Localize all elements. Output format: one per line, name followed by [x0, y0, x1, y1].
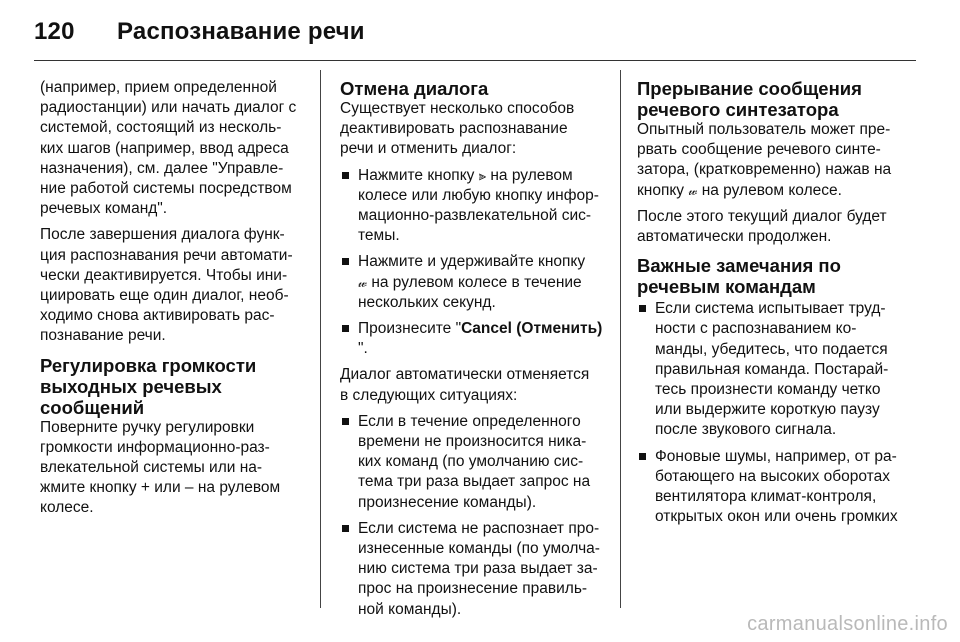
voice-button-icon: 𝓌	[688, 182, 698, 198]
bullet-icon	[342, 418, 349, 425]
column-divider-2	[620, 70, 621, 608]
voice-button-icon: 𝓌	[358, 274, 368, 290]
section-heading-interrupt: Прерывание сообщения речевого синтезатора	[637, 78, 862, 120]
list-item: Если система не распознает про- изнесенные команды (по умолча- нию система три раза выдает за- прос на произнесение правиль- ной команды).	[340, 519, 604, 620]
paragraph: (например, прием определенной радиостанции) или начать диалог с системой, состоящий из несколь- ких шагов (например, ввод адреса назначения), см. далее "Управле- ние работой системы посредством речевых команд".	[40, 79, 297, 218]
paragraph: После завершения диалога функ- ция распознавания речи автомати- чески деактивируется. Чтобы ини- циировать еще один диалог, необ- ходимо снова активировать рас- познавание речи.	[40, 226, 293, 345]
section-heading-volume: Регулировка громкости выходных речевых сообщений	[40, 354, 257, 418]
bullet-icon	[342, 525, 349, 532]
paragraph: После этого текущий диалог будет автоматически продолжен.	[637, 207, 887, 246]
bullet-icon	[639, 305, 646, 312]
paragraph: Поверните ручку регулировки громкости информационно-раз- влекательной системы или на- жмите кнопку + или – на рулевом колесе.	[40, 418, 281, 517]
column-2	[340, 78, 604, 626]
header-rule	[34, 60, 916, 61]
section-heading-cancel: Отмена диалога	[340, 78, 489, 99]
page-title: Распознавание речи	[117, 18, 365, 45]
column-divider-1	[320, 70, 321, 608]
list-item: Если в течение определенного времени не произносится ника- ких команд (по умолчанию сис- тема три раза выдает запрос на произнесение команды).	[340, 412, 604, 513]
page-number: 120	[34, 18, 75, 45]
bullet-icon	[342, 258, 349, 265]
list-item: Нажмите кнопку ⫸ на рулевом колесе или любую кнопку инфор- мационно-развлекательной сис- темы.	[340, 166, 604, 247]
voice-command: Cancel (Отменить)	[461, 320, 603, 338]
bullet-icon	[342, 172, 349, 179]
list-item: Произнесите "Cancel (Отменить) ".	[340, 319, 604, 359]
paragraph: Опытный пользователь может пре- рвать сообщение речевого синте- затора, (кратковременно) нажав на кнопку 𝓌 на рулевом колесе.	[637, 121, 892, 199]
bullet-list	[340, 166, 604, 360]
watermark: carmanualsonline.info	[747, 613, 948, 635]
bullet-list	[340, 412, 604, 620]
column-3	[637, 78, 907, 533]
list-item: Фоновые шумы, например, от ра- ботающего на высоких оборотах вентилятора климат-контроля, открытых окон или очень громких	[637, 447, 907, 528]
bullet-list	[637, 299, 907, 527]
paragraph: Диалог автоматически отменяется в следующих ситуациях:	[340, 366, 590, 404]
page-header	[34, 18, 365, 46]
section-heading-notes: Важные замечания по речевым командам	[637, 255, 841, 298]
column-1	[40, 78, 308, 525]
bullet-icon	[342, 325, 349, 332]
list-item: Если система испытывает труд- ности с распознаванием ко- манды, убедитесь, что подается правильная команда. Постарай- тесь произнести команду четко или выдержите короткую паузу после звукового сигнала.	[637, 299, 907, 440]
list-item: Нажмите и удерживайте кнопку 𝓌 на рулевом колесе в течение нескольких секунд.	[340, 252, 604, 313]
bullet-icon	[639, 453, 646, 460]
voice-cancel-icon: ⫸	[478, 167, 487, 183]
paragraph: Существует несколько способов деактивировать распознавание речи и отменить диалог:	[340, 100, 575, 158]
